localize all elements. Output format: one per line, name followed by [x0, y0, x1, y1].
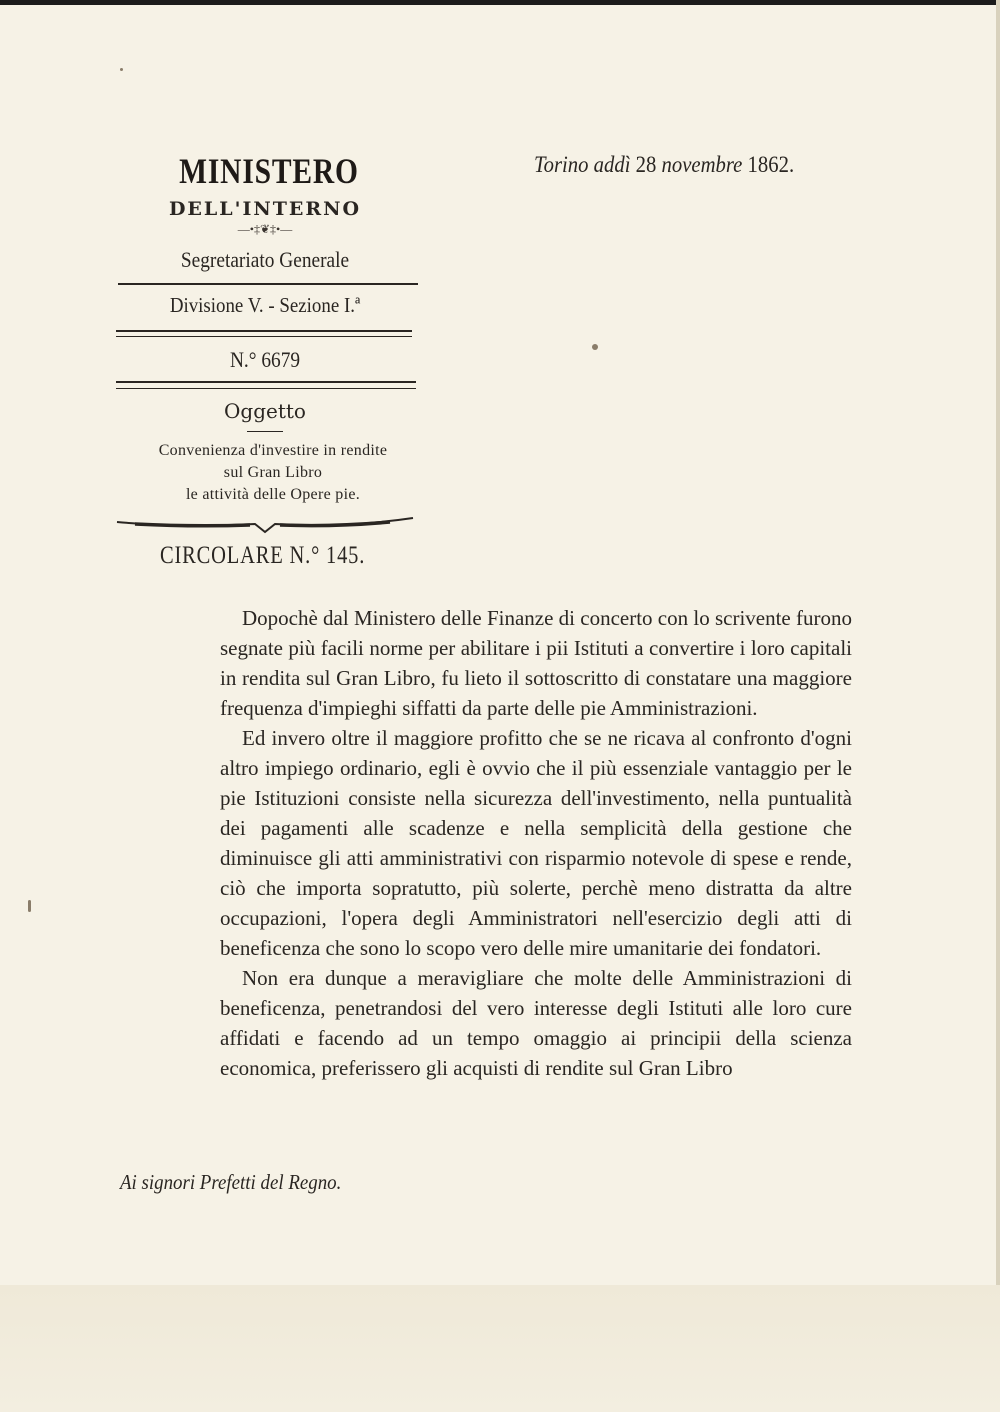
date-day: 28: [635, 152, 657, 177]
addressee-line: Ai signori Prefetti del Regno.: [120, 1170, 342, 1194]
date-line: [534, 152, 794, 178]
top-edge-line: [0, 0, 1000, 5]
body-paragraph: Ed invero oltre il maggiore profitto che se ne ricava al confronto d'ogni altro impiego ordinario, egli è ovvio che il più essenziale vantaggio per le pie Istituzioni consiste nella sicurezza dell'investimento, nella puntualità dei pagamenti alle scadenze e nella semplicità della gestione che diminuisce gli atti amministrativi con risparmio notevole di spese e rende, ciò che importa sopratutto, più solerte, perchè meno distratta da altre occupazioni, l'opera degli Amministratori nell'esercizio degli atti di beneficenza che sono lo scopo vero delle mire umanitarie dei fondatori.: [220, 726, 852, 960]
letterhead-block: [110, 150, 420, 506]
subject-line: Convenienza d'investire in rendite: [158, 442, 388, 459]
body-paragraph: Dopochè dal Ministero delle Finanze di concerto con lo scrivente furono segnate più facili norme per abilitare i pii Istituti a convertire i loro capitali in rendita sul Gran Libro, fu lieto il sottoscritto di constatare una maggiore frequenza d'impieghi siffatti da parte delle pie Amministrazioni.: [220, 606, 852, 720]
subject-heading: Oggetto: [224, 399, 306, 423]
ministry-title: MINISTERO: [179, 151, 359, 191]
date-word: addì: [593, 152, 631, 177]
right-edge-shadow: [996, 0, 1000, 1412]
date-place: Torino: [534, 152, 589, 177]
letter-body: [220, 603, 852, 1083]
protocol-number: N.° 6679: [229, 347, 301, 372]
paper-fold: [0, 1285, 1000, 1412]
double-rule-2: [116, 381, 416, 389]
subject-text: [126, 440, 420, 506]
ink-speck: [120, 68, 123, 71]
subject-line: sul Gran Libro: [223, 464, 323, 481]
swash-rule-icon: [115, 512, 415, 536]
body-paragraph: Non era dunque a meravigliare che molte delle Amministrazioni di beneficenza, penetrandosi del vero interesse degli Istituti alle loro cure affidati e facendo ad un tempo omaggio ai principii della scienza economica, preferissero gli acquisti di rendite sul Gran Libro: [220, 966, 852, 1080]
division-label: Divisione V. - Sezione I.ª: [169, 293, 361, 317]
ink-speck: [592, 344, 598, 350]
secretariat-label: Segretariato Generale: [180, 247, 350, 272]
double-rule: [116, 330, 412, 337]
date-year: 1862.: [747, 152, 795, 177]
ink-speck: [28, 900, 31, 912]
ornament-divider: —•‡❦‡•—: [237, 222, 293, 236]
ministry-subtitle: DELL'INTERNO: [168, 198, 362, 220]
short-rule: [247, 431, 283, 432]
date-month: novembre: [661, 152, 743, 177]
divider-rule: [118, 283, 418, 285]
subject-line: le attività delle Opere pie.: [185, 486, 361, 503]
circular-number: CIRCOLARE N.° 145.: [160, 542, 366, 569]
